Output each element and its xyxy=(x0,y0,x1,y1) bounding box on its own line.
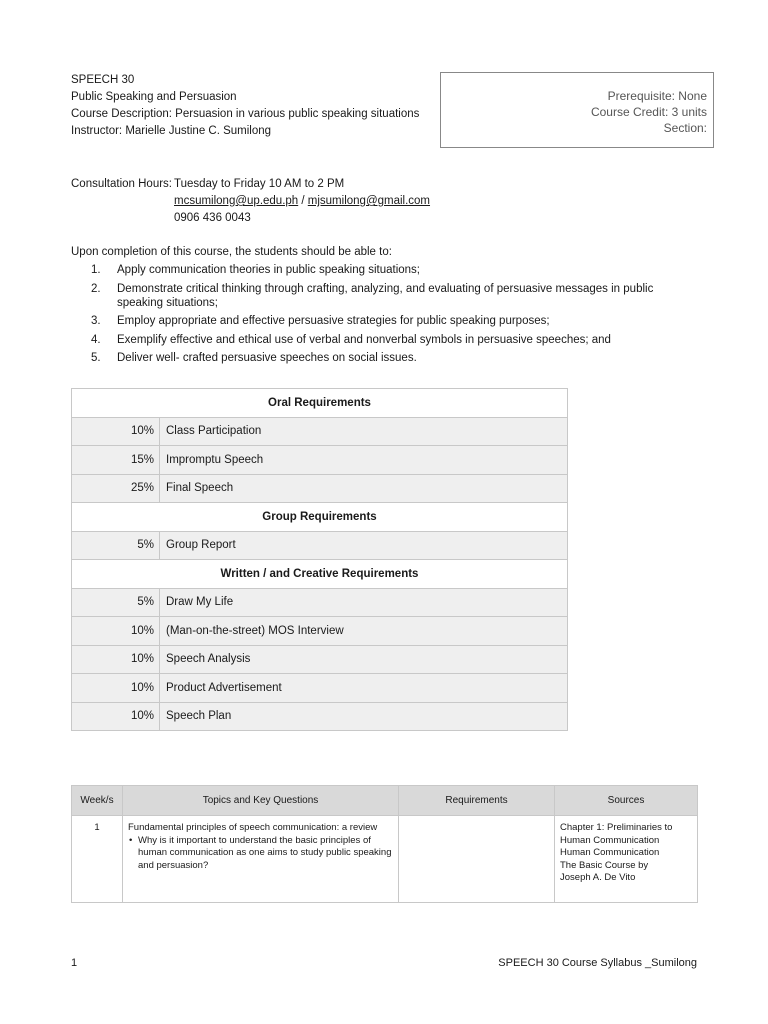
course-info xyxy=(71,72,419,140)
weekly-schedule-table xyxy=(71,785,698,903)
list-item: 1. Apply communication theories in public speaking situations; xyxy=(91,264,420,276)
week-cell: 1 xyxy=(72,816,123,903)
course-objectives xyxy=(71,244,691,370)
page-number: 1 xyxy=(71,957,78,969)
table-section-header: Group Requirements xyxy=(72,503,568,532)
list-item: • Why is it important to understand the basic principles of human communication as one aims to study public speaking and persuasion? xyxy=(138,835,393,873)
table-row: 25% Final Speech xyxy=(72,474,568,503)
table-row xyxy=(72,816,698,903)
table-row: 15% Impromptu Speech xyxy=(72,446,568,475)
course-credit: Course Credit: 3 units xyxy=(590,105,707,119)
topic-title: Fundamental principles of speech communication: a review xyxy=(128,822,378,833)
objectives-list xyxy=(71,263,691,365)
course-title: Public Speaking and Persuasion xyxy=(71,91,237,103)
column-header-sources: Sources xyxy=(555,786,698,816)
column-header-topics: Topics and Key Questions xyxy=(123,786,399,816)
consultation-label: Consultation Hours: xyxy=(71,178,172,190)
consultation-block xyxy=(71,176,430,227)
list-item: 5. Deliver well- crafted persuasive speeches on social issues. xyxy=(91,352,417,364)
source-line: Human Communication xyxy=(560,847,660,858)
section: Section: xyxy=(663,121,707,135)
course-description: Course Description: Persuasion in various public speaking situations xyxy=(71,108,420,120)
table-section-header: Written / and Creative Requirements xyxy=(72,560,568,589)
objectives-intro: Upon completion of this course, the students should be able to: xyxy=(71,246,392,258)
source-line: Human Communication xyxy=(560,834,660,846)
list-item: 4. Exemplify effective and ethical use of verbal and nonverbal symbols in persuasive speeches; and xyxy=(91,333,611,346)
column-header-week: Week/s xyxy=(72,786,123,816)
prerequisite: Prerequisite: None xyxy=(607,89,707,103)
source-line: Chapter 1: Preliminaries to xyxy=(560,822,673,833)
table-row: 10% Speech Plan xyxy=(72,702,568,731)
table-row: 10% Class Participation xyxy=(72,417,568,446)
email-separator: / xyxy=(298,195,308,207)
source-line: Joseph A. De Vito xyxy=(560,872,636,883)
table-header-row xyxy=(72,786,698,816)
sources-cell xyxy=(555,816,698,903)
course-info-box xyxy=(440,72,714,148)
column-header-requirements: Requirements xyxy=(399,786,555,816)
table-row: 10% Product Advertisement xyxy=(72,674,568,703)
phone-number: 0906 436 0043 xyxy=(174,212,251,224)
grading-table xyxy=(71,388,568,731)
table-row: 5% Group Report xyxy=(72,531,568,560)
source-line: The Basic Course by xyxy=(560,859,649,871)
table-row: 10% (Man-on-the-street) MOS Interview xyxy=(72,617,568,646)
list-item: 3. Employ appropriate and effective persuasive strategies for public speaking purposes; xyxy=(91,315,550,327)
email-link-gmail[interactable]: mjsumilong@gmail.com xyxy=(307,195,431,207)
email-link-up[interactable]: mcsumilong@up.edu.ph xyxy=(174,195,299,207)
course-code: SPEECH 30 xyxy=(71,74,135,86)
key-questions-list xyxy=(128,835,393,873)
course-instructor: Instructor: Marielle Justine C. Sumilong xyxy=(71,125,272,137)
list-item: 2. Demonstrate critical thinking through crafting, analyzing, and evaluating of persuasive messages in public speaking situations; xyxy=(91,282,654,309)
footer-title: SPEECH 30 Course Syllabus _Sumilong xyxy=(498,957,697,969)
table-section-header: Oral Requirements xyxy=(72,389,568,418)
topic-cell xyxy=(123,816,399,903)
table-row: 5% Draw My Life xyxy=(72,588,568,617)
consultation-hours: Tuesday to Friday 10 AM to 2 PM xyxy=(174,178,345,190)
table-row: 10% Speech Analysis xyxy=(72,645,568,674)
requirements-cell xyxy=(399,816,555,903)
